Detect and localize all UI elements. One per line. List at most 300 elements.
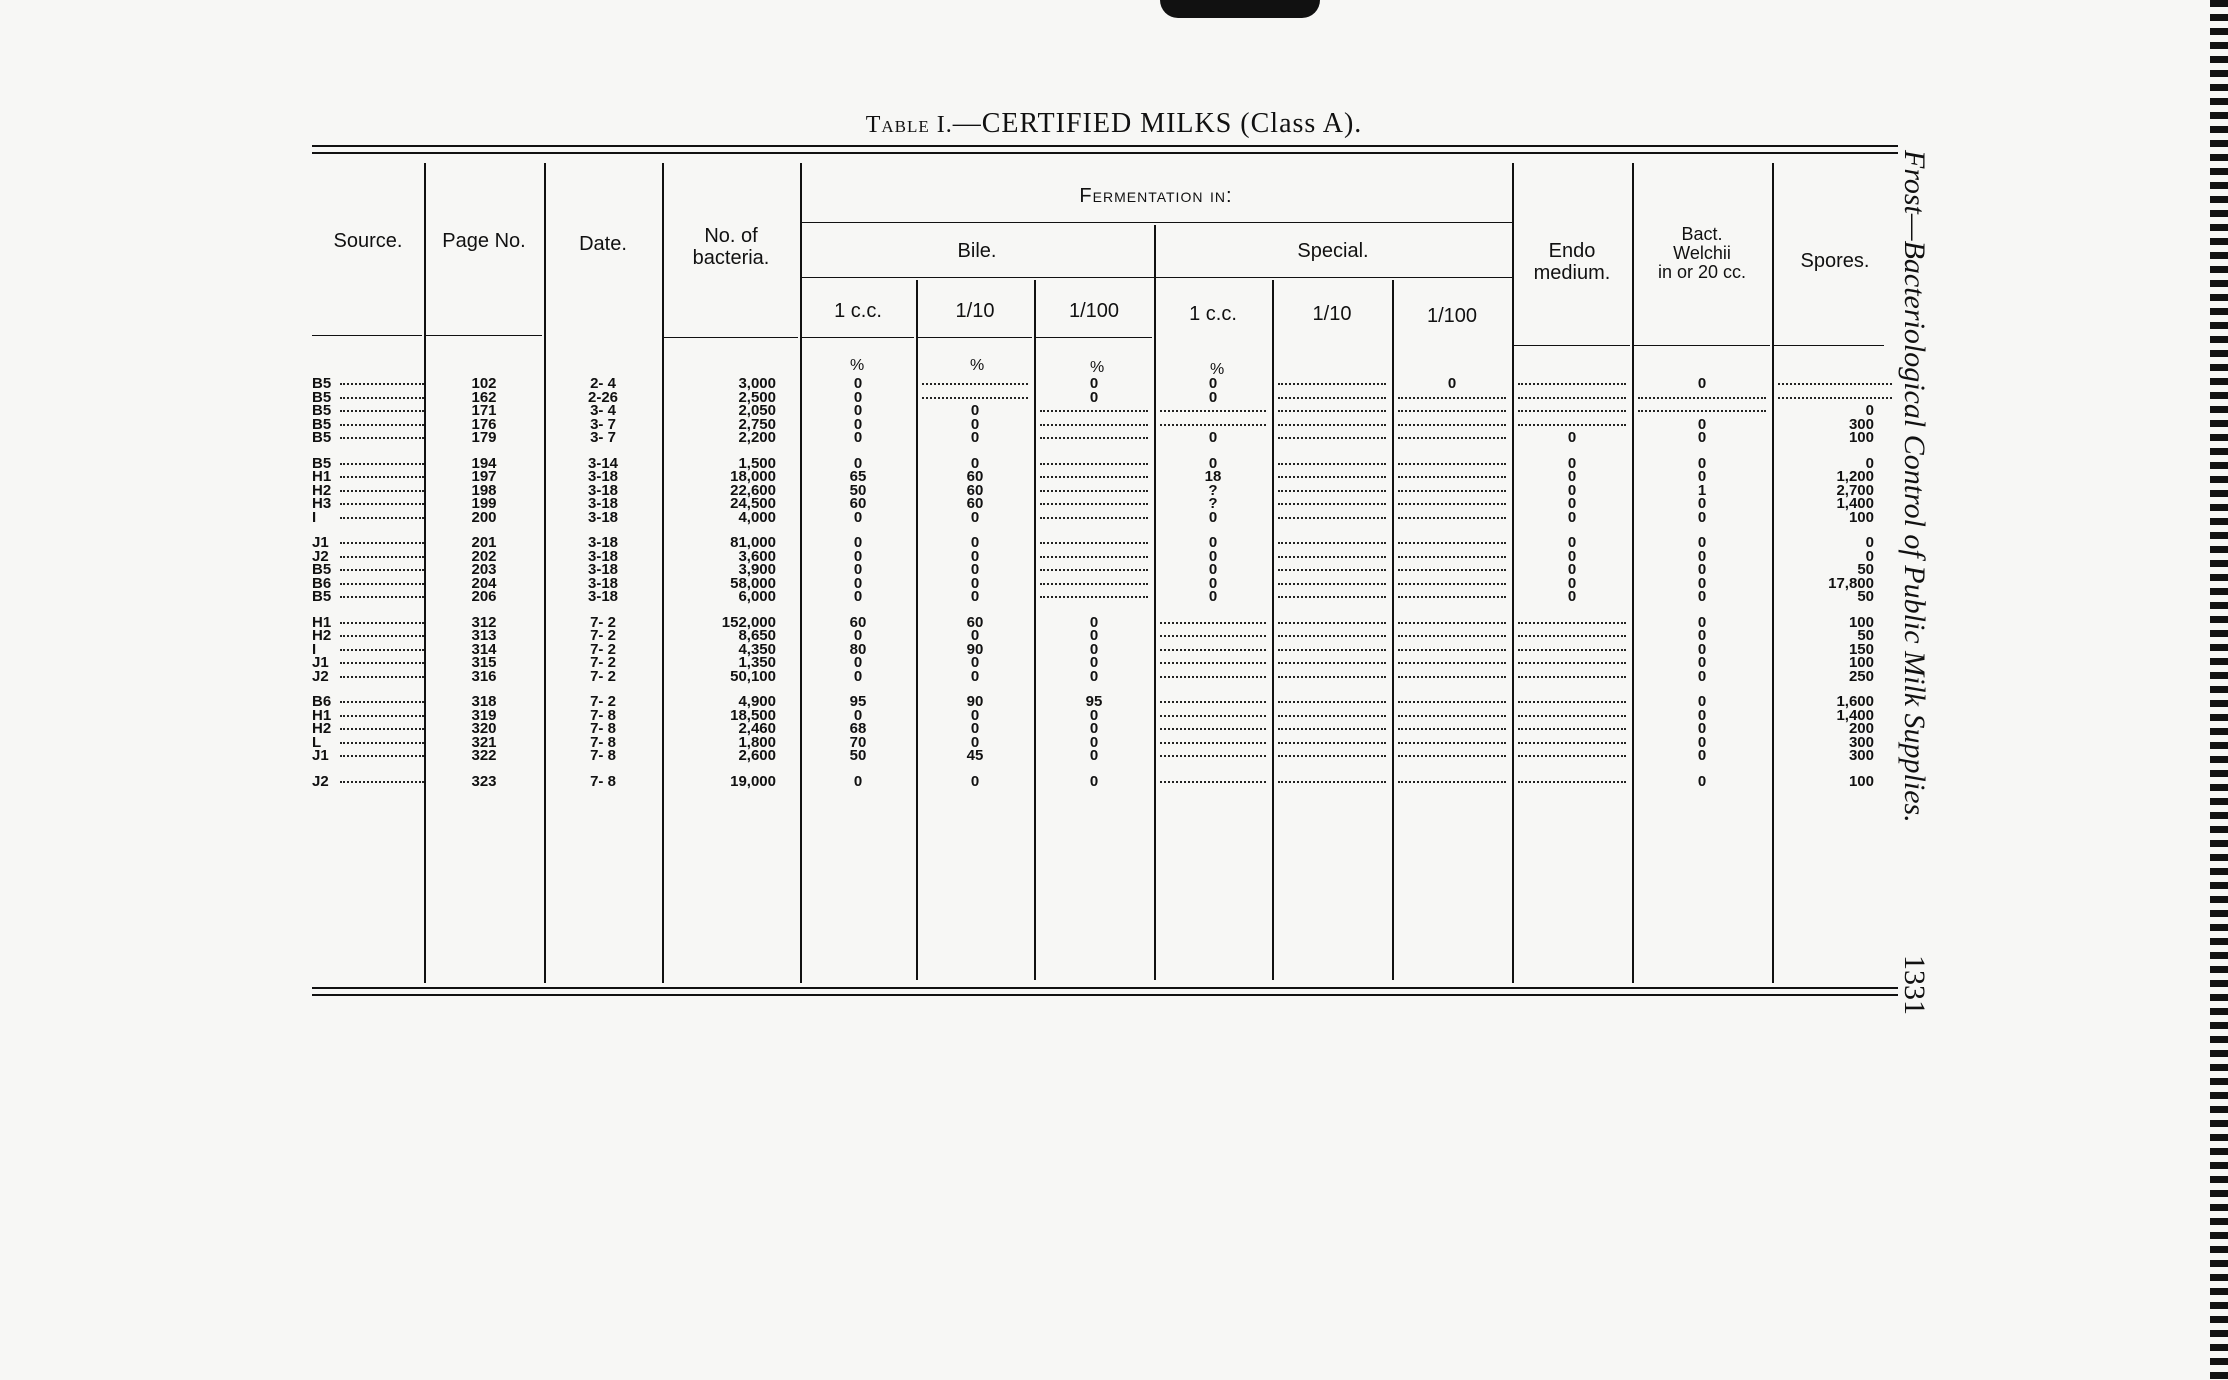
top-rule: [312, 145, 1898, 147]
dotted-blank: [1398, 715, 1506, 717]
table-row: [312, 640, 1898, 658]
cell-endo: 0: [1567, 561, 1577, 578]
dotted-blank: [1278, 728, 1386, 730]
table-row: [312, 695, 1898, 709]
dotted-blank: [1040, 490, 1148, 492]
cell-b1: 0: [853, 547, 863, 565]
dotted-blank: [1040, 503, 1148, 505]
cell-spores: 0: [1865, 402, 1874, 419]
cell-b100: 0: [1089, 772, 1099, 790]
source-label: J1: [312, 654, 329, 671]
cell-source: [312, 536, 424, 550]
header-page-no: Page No.: [442, 230, 526, 252]
cell-s1: 0: [1208, 547, 1218, 565]
dotted-blank: [1398, 635, 1506, 637]
dot-leader: [340, 662, 424, 664]
dotted-blank: [1518, 635, 1626, 637]
dotted-blank: [1518, 410, 1626, 412]
dotted-blank: [1278, 583, 1386, 585]
table-row: [312, 497, 1898, 511]
percent-sign: %: [1210, 361, 1225, 378]
cell-s1: 0: [1208, 375, 1218, 392]
table-row: [312, 470, 1898, 484]
page-edge-shadow: [1160, 0, 1320, 18]
dotted-blank: [1160, 676, 1266, 678]
header-source: Source.: [333, 230, 403, 252]
dotted-blank: [1278, 556, 1386, 558]
cell-page: 202: [471, 547, 497, 565]
header-rule: [426, 335, 542, 336]
dot-leader: [340, 410, 424, 412]
source-label: B5: [312, 561, 332, 578]
dotted-blank: [1040, 517, 1148, 519]
cell-date: 7- 8: [590, 720, 616, 737]
dot-leader: [340, 622, 424, 624]
dotted-blank: [1398, 437, 1506, 439]
cell-endo: 0: [1567, 429, 1577, 446]
dotted-blank: [922, 397, 1028, 399]
cell-b1: 0: [853, 667, 863, 685]
cell-page: 323: [471, 772, 497, 790]
dotted-blank: [1278, 383, 1386, 385]
cell-b1: 0: [853, 574, 863, 592]
cell-page: 201: [471, 534, 497, 551]
source-label: B5: [312, 454, 332, 472]
dotted-blank: [1398, 676, 1506, 678]
cell-endo: 0: [1567, 481, 1577, 499]
cell-bact: 19,000: [730, 772, 776, 790]
running-title-text: Frost—Bacteriological Control of Public Milk Supplies.: [1898, 150, 1931, 823]
bottom-rule: [312, 987, 1898, 989]
cell-s1: 0: [1208, 508, 1218, 526]
cell-page: 318: [471, 693, 497, 710]
page-number: [1895, 955, 1935, 1025]
cell-bact: 58,000: [730, 574, 776, 592]
cell-welch: 0: [1697, 415, 1707, 433]
cell-spores: 1,400: [1836, 495, 1874, 512]
dot-leader: [340, 476, 424, 478]
header-bile-1-100: 1/100: [1068, 300, 1120, 322]
source-label: H1: [312, 468, 332, 485]
cell-welch: 0: [1697, 667, 1707, 685]
dotted-blank: [1398, 742, 1506, 744]
cell-source: [312, 590, 424, 604]
percent-sign: %: [1090, 359, 1105, 376]
header-bacteria-line2: bacteria.: [692, 247, 770, 269]
cell-spores: 300: [1848, 415, 1874, 433]
cell-b100: 0: [1089, 667, 1099, 685]
cell-spores: 100: [1848, 654, 1874, 671]
dot-leader: [340, 701, 424, 703]
dotted-blank: [1278, 437, 1386, 439]
source-label: B5: [312, 388, 332, 406]
cell-b1: 0: [853, 454, 863, 472]
dotted-blank: [1398, 463, 1506, 465]
dotted-blank: [1518, 755, 1626, 757]
cell-b100: 0: [1089, 375, 1099, 392]
header-bile: Bile.: [957, 240, 997, 262]
cell-spores: 0: [1865, 547, 1874, 565]
dotted-blank: [1518, 715, 1626, 717]
running-title: [1895, 150, 1935, 1050]
source-label: B5: [312, 588, 332, 605]
dot-leader: [340, 569, 424, 571]
cell-spores: 150: [1848, 640, 1874, 658]
dotted-blank: [1518, 742, 1626, 744]
table-row: [312, 706, 1898, 724]
cell-welch: 0: [1697, 640, 1707, 658]
cell-endo: 0: [1567, 495, 1577, 512]
dot-leader: [340, 437, 424, 439]
dotted-blank: [1518, 383, 1626, 385]
header-fermentation: Fermentation in:: [1079, 185, 1233, 207]
dotted-blank: [1278, 503, 1386, 505]
dotted-blank: [1278, 701, 1386, 703]
cell-page: 197: [471, 468, 497, 485]
header-endo: [1512, 240, 1632, 284]
cell-bact: 6,000: [738, 588, 776, 605]
cell-spores: 300: [1848, 733, 1874, 751]
dot-leader: [340, 755, 424, 757]
cell-page: 312: [471, 613, 497, 631]
cell-b10: 45: [966, 747, 984, 764]
dotted-blank: [1778, 397, 1892, 399]
source-label: I: [312, 508, 317, 526]
header-special-1-10: 1/10: [1312, 303, 1352, 325]
header-endo-line1: Endo: [1548, 240, 1596, 262]
cell-date: 7- 8: [590, 772, 616, 790]
cell-page: 313: [471, 627, 497, 644]
dotted-blank: [1278, 662, 1386, 664]
cell-b10: 0: [970, 534, 980, 551]
cell-date: 7- 2: [590, 667, 616, 685]
header-rule: [1774, 345, 1884, 346]
cell-page: 171: [471, 402, 497, 419]
cell-b100: 0: [1089, 640, 1099, 658]
cell-b1: 0: [853, 402, 863, 419]
dotted-blank: [1278, 649, 1386, 651]
dotted-blank: [1160, 410, 1266, 412]
header-welchii-line3: in or 20 cc.: [1657, 262, 1747, 282]
cell-date: 2- 4: [590, 375, 616, 392]
cell-s1: 0: [1208, 454, 1218, 472]
dot-leader: [340, 583, 424, 585]
dotted-blank: [1278, 635, 1386, 637]
table-row: [312, 656, 1898, 670]
cell-spores: 100: [1848, 613, 1874, 631]
cell-bact: 1,800: [738, 733, 776, 751]
header-bacteria-line1: No. of: [704, 225, 758, 247]
cell-date: 3-18: [587, 547, 619, 565]
header-rule: [664, 337, 798, 338]
cell-welch: 0: [1697, 375, 1707, 392]
cell-page: 319: [471, 706, 497, 724]
dotted-blank: [1398, 755, 1506, 757]
cell-source: [312, 749, 424, 763]
cell-endo: 0: [1567, 588, 1577, 605]
cell-welch: 0: [1697, 772, 1707, 790]
cell-spores: 0: [1865, 534, 1874, 551]
header-bile-1-10: 1/10: [955, 300, 995, 322]
table-row: [312, 404, 1898, 418]
cell-bact: 2,460: [738, 720, 776, 737]
dotted-blank: [1398, 503, 1506, 505]
header-endo-line2: medium.: [1533, 262, 1611, 284]
dotted-blank: [1398, 701, 1506, 703]
cell-page: 179: [471, 429, 497, 446]
cell-b10: 0: [970, 654, 980, 671]
cell-endo: 0: [1567, 454, 1577, 472]
cell-b1: 0: [853, 534, 863, 551]
dotted-blank: [1278, 569, 1386, 571]
dot-leader: [340, 424, 424, 426]
cell-welch: 0: [1697, 561, 1707, 578]
source-label: B6: [312, 693, 332, 710]
cell-date: 3-18: [587, 561, 619, 578]
cell-spores: 50: [1857, 561, 1874, 578]
cell-spores: 200: [1848, 720, 1874, 737]
header-rule: [802, 337, 914, 338]
cell-spores: 1,200: [1836, 468, 1874, 485]
cell-date: 7- 8: [590, 733, 616, 751]
dotted-blank: [1518, 701, 1626, 703]
header-bacteria: [662, 225, 800, 269]
header-rule: [1634, 345, 1770, 346]
header-rule: [1036, 337, 1152, 338]
header-spores: Spores.: [1800, 250, 1870, 272]
dotted-blank: [1638, 410, 1766, 412]
header-bile-1cc: 1 c.c.: [834, 300, 882, 322]
cell-b10: 0: [970, 574, 980, 592]
cell-date: 7- 2: [590, 640, 616, 658]
top-rule-2: [312, 152, 1898, 154]
cell-b1: 0: [853, 429, 863, 446]
cell-bact: 1,350: [738, 654, 776, 671]
dotted-blank: [1278, 517, 1386, 519]
cell-b1: 50: [849, 481, 867, 499]
cell-source: [312, 431, 424, 445]
cell-s1: 0: [1208, 388, 1218, 406]
dotted-blank: [1398, 728, 1506, 730]
dotted-blank: [1040, 476, 1148, 478]
table-row: [312, 590, 1898, 604]
cell-b10: 60: [966, 468, 984, 485]
cell-bact: 18,500: [730, 706, 776, 724]
cell-s100: 0: [1447, 375, 1457, 392]
cell-source: [312, 508, 424, 526]
source-label: J1: [312, 747, 329, 764]
cell-source: [312, 772, 424, 790]
cell-bact: 18,000: [730, 468, 776, 485]
cell-bact: 50,100: [730, 667, 776, 685]
cell-welch: 0: [1697, 547, 1707, 565]
cell-s1: ?: [1208, 481, 1218, 499]
cell-date: 7- 2: [590, 693, 616, 710]
cell-source: [312, 629, 424, 643]
cell-spores: 1,400: [1836, 706, 1874, 724]
cell-welch: 0: [1697, 495, 1707, 512]
percent-sign: %: [970, 357, 985, 374]
cell-bact: 3,000: [738, 375, 776, 392]
table-row: [312, 574, 1898, 592]
cell-b100: 0: [1089, 733, 1099, 751]
dotted-blank: [1398, 490, 1506, 492]
header-welchii-line1: Bact.: [1681, 224, 1723, 244]
dot-leader: [340, 649, 424, 651]
dotted-blank: [1278, 742, 1386, 744]
dot-leader: [340, 781, 424, 783]
dotted-blank: [1040, 556, 1148, 558]
dotted-blank: [1040, 424, 1148, 426]
cell-b100: 0: [1089, 706, 1099, 724]
cell-welch: 0: [1697, 613, 1707, 631]
source-label: H2: [312, 481, 332, 499]
cell-b1: 0: [853, 588, 863, 605]
cell-welch: 0: [1697, 733, 1707, 751]
source-label: H1: [312, 706, 332, 724]
dot-leader: [340, 635, 424, 637]
cell-spores: 100: [1848, 508, 1874, 526]
cell-welch: 1: [1697, 481, 1707, 499]
header-special: Special.: [1297, 240, 1369, 262]
table-title: [0, 108, 2228, 140]
cell-b100: 0: [1089, 720, 1099, 737]
dot-leader: [340, 383, 424, 385]
cell-bact: 2,750: [738, 415, 776, 433]
cell-spores: 0: [1865, 454, 1874, 472]
cell-endo: 0: [1567, 508, 1577, 526]
dotted-blank: [1040, 596, 1148, 598]
cell-b1: 80: [849, 640, 867, 658]
dotted-blank: [1160, 424, 1266, 426]
cell-page: 314: [471, 640, 497, 658]
table-row: [312, 563, 1898, 577]
cell-s1: 18: [1204, 468, 1222, 485]
dotted-blank: [1278, 755, 1386, 757]
cell-b1: 60: [849, 495, 867, 512]
cell-b1: 0: [853, 654, 863, 671]
table-row: [312, 431, 1898, 445]
source-label: B6: [312, 574, 332, 592]
cell-source: [312, 656, 424, 670]
cell-s1: 0: [1208, 588, 1218, 605]
cell-b100: 0: [1089, 654, 1099, 671]
source-label: I: [312, 640, 317, 658]
cell-page: 322: [471, 747, 497, 764]
header-special-1-100: 1/100: [1426, 305, 1478, 327]
cell-date: 7- 8: [590, 706, 616, 724]
source-label: B5: [312, 415, 332, 433]
dotted-blank: [1160, 715, 1266, 717]
cell-page: 200: [471, 508, 497, 526]
dotted-blank: [1398, 424, 1506, 426]
cell-page: 320: [471, 720, 497, 737]
dotted-blank: [1398, 542, 1506, 544]
dotted-blank: [1518, 649, 1626, 651]
dotted-blank: [1398, 556, 1506, 558]
cell-welch: 0: [1697, 693, 1707, 710]
cell-date: 7- 2: [590, 613, 616, 631]
cell-date: 7- 2: [590, 654, 616, 671]
source-label: H3: [312, 495, 332, 512]
bile-rule: [802, 277, 1154, 278]
cell-b1: 0: [853, 508, 863, 526]
cell-welch: 0: [1697, 747, 1707, 764]
dotted-blank: [1398, 397, 1506, 399]
cell-b1: 0: [853, 415, 863, 433]
source-label: J2: [312, 772, 329, 790]
cell-b10: 60: [966, 495, 984, 512]
cell-bact: 2,600: [738, 747, 776, 764]
cell-b1: 0: [853, 772, 863, 790]
source-label: L: [312, 733, 322, 751]
header-rule: [312, 335, 422, 336]
cell-date: 7- 8: [590, 747, 616, 764]
cell-welch: 0: [1697, 588, 1707, 605]
table-row: [312, 667, 1898, 685]
dotted-blank: [1518, 781, 1626, 783]
cell-b10: 0: [970, 454, 980, 472]
table-row: [312, 454, 1898, 472]
cell-b1: 50: [849, 747, 867, 764]
table-caption: —CERTIFIED MILKS (Class A).: [952, 108, 1363, 139]
cell-s1: 0: [1208, 561, 1218, 578]
cell-date: 3-18: [587, 468, 619, 485]
dotted-blank: [1518, 397, 1626, 399]
table-row: [312, 536, 1898, 550]
dotted-blank: [1778, 383, 1892, 385]
dotted-blank: [1398, 569, 1506, 571]
cell-page: 198: [471, 481, 497, 499]
dotted-blank: [1278, 490, 1386, 492]
cell-welch: 0: [1697, 468, 1707, 485]
dotted-blank: [1398, 583, 1506, 585]
cell-date: 3-18: [587, 508, 619, 526]
cell-b1: 0: [853, 561, 863, 578]
cell-spores: 300: [1848, 747, 1874, 764]
cell-b10: 60: [966, 481, 984, 499]
cell-b10: 0: [970, 706, 980, 724]
source-label: J2: [312, 547, 329, 565]
cell-page: 321: [471, 733, 497, 751]
cell-bact: 4,000: [738, 508, 776, 526]
dot-leader: [340, 676, 424, 678]
cell-page: 206: [471, 588, 497, 605]
dot-leader: [340, 596, 424, 598]
table-row: [312, 749, 1898, 763]
cell-b10: 0: [970, 627, 980, 644]
dotted-blank: [1518, 676, 1626, 678]
dot-leader: [340, 503, 424, 505]
dot-leader: [340, 517, 424, 519]
cell-welch: 0: [1697, 429, 1707, 446]
table-row: [312, 629, 1898, 643]
dotted-blank: [1160, 781, 1266, 783]
cell-page: 315: [471, 654, 497, 671]
dotted-blank: [1160, 635, 1266, 637]
header-rule: [918, 337, 1032, 338]
cell-b10: 0: [970, 547, 980, 565]
dotted-blank: [1518, 728, 1626, 730]
dotted-blank: [1398, 596, 1506, 598]
header-date: Date.: [579, 233, 627, 255]
cell-b1: 0: [853, 375, 863, 392]
cell-bact: 3,900: [738, 561, 776, 578]
cell-b100: 0: [1089, 747, 1099, 764]
cell-b10: 0: [970, 720, 980, 737]
header-special-1cc: 1 c.c.: [1189, 303, 1237, 325]
dotted-blank: [1040, 542, 1148, 544]
